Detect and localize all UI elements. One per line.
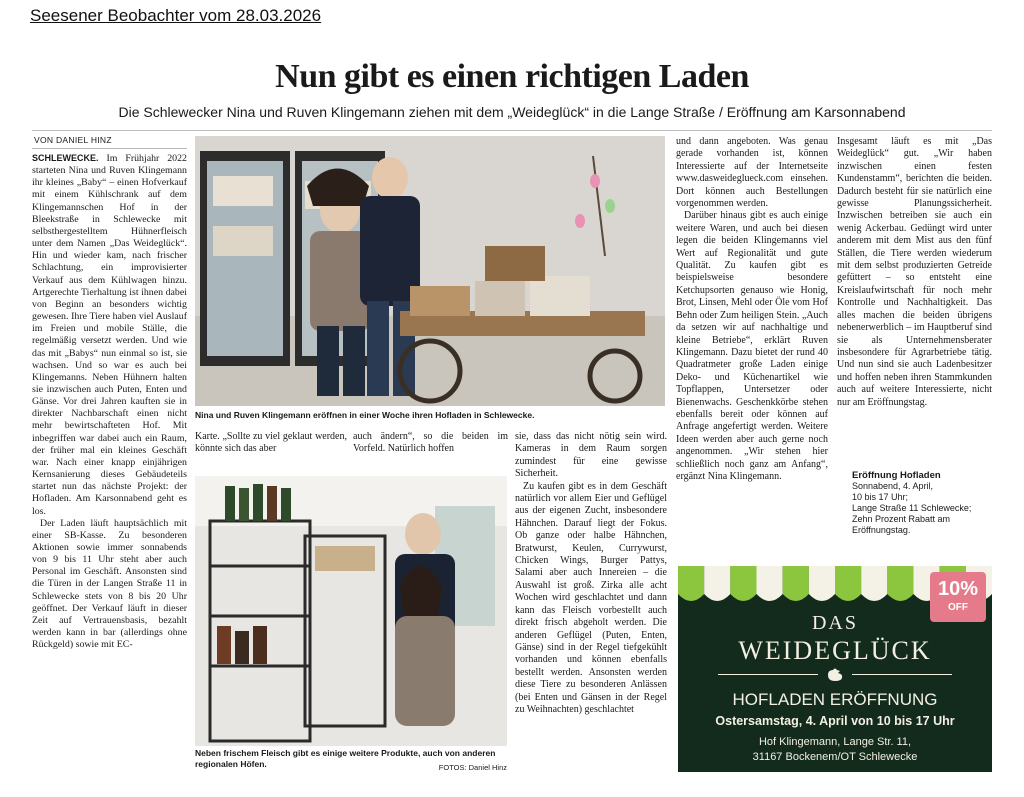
awning-stripe — [783, 566, 809, 601]
awning-stripe — [809, 566, 835, 601]
newspaper-source-date: Seesener Beobachter vom 28.03.2026 — [30, 6, 322, 25]
photo-credit: FOTOS: Daniel Hinz — [438, 763, 507, 772]
paragraph: Der Laden läuft hauptsächlich mit einer SB-Kasse. Zu besonderen Aktionen sowie immer sonnabends von 9 bis 11 Uhr steht aber auch Personal im Geschäft. Ansonsten sind die Türen in der Langen Straße 11 in Schlewecke stets von 8 bis 20 Uhr geöffnet. Der Verkauf läuft in dieser Zeit auf Vertrauensbasis, bezahlt werden kann in bar (allerdings ohne Rückgeld) sowie mit EC- — [32, 517, 187, 651]
info-box-line: Zehn Prozent Rabatt am — [852, 514, 951, 524]
byline-divider — [32, 148, 187, 149]
awning-stripe — [704, 566, 730, 601]
awning-stripe — [730, 566, 756, 601]
article-column-1 — [32, 152, 187, 778]
ad-brand-line-2: WEIDEGLÜCK — [738, 636, 932, 665]
photo-caption-2: Neben frischem Fleisch gibt es einige weitere Produkte, auch von anderen regionalen Höfen. — [195, 748, 496, 769]
article-column-4 — [515, 431, 667, 776]
ad-date-line: Ostersamstag, 4. April von 10 bis 17 Uhr — [715, 714, 955, 728]
awning-stripe — [861, 566, 887, 601]
article-column-5 — [676, 136, 828, 546]
advertisement-weideglueck — [678, 566, 992, 772]
discount-value: 10% — [937, 578, 979, 600]
article-headline: Nun gibt es einen richtigen Laden — [275, 58, 749, 95]
opening-info-box — [852, 470, 992, 536]
photo-caption-1: Nina und Ruven Klingemann eröffnen in einer Woche ihren Hofladen in Schlewecke. — [195, 410, 535, 420]
info-box-line: 10 bis 17 Uhr; — [852, 492, 909, 502]
paragraph: Darüber hinaus gibt es auch einige weitere Waren, und auch bei diesen legen die beiden Klingemanns viel Wert auf Regionalität und gute Qualität. Zu kaufen gibt es beispielsweise besondere Ketchupsorten genauso wie Honig, Brot, Linsen, Mehl oder Öle vom Hof Behn oder Zum heiligen Stein. „Auch da setzen wir auf nachhaltige und kleine Betriebe“, erklärt Ruven Klingemann. Dazu bietet der rund 40 Quadratmeter große Laden einige Deko- und Küchenartikel wie Topflappen, Untersetzer oder Bienenwachs. Geschenkkörbe stehen ebenfalls bereit oder können auf Anfrage angefertigt werden. Weitere Ideen werden aber auch gerne noch angenommen. „Wir stehen hier schließlich noch ganz am Anfang“, ergänzt Nina Klingemann. — [676, 210, 828, 482]
ad-brand-underline — [718, 674, 818, 675]
discount-label: OFF — [948, 602, 968, 613]
awning-stripe — [835, 566, 861, 601]
article-subheadline: Die Schlewecker Nina und Ruven Klingemann ziehen mit dem „Weideglück“ in die Lange Straße / Eröffnung am Karsonnabend — [118, 104, 906, 120]
ad-address-line-1: Hof Klingemann, Lange Str. 11, — [758, 736, 912, 748]
paragraph: Zu kaufen gibt es in dem Geschäft natürlich vor allem Eier und Geflügel aus der eigenen Zucht, insbesondere Hähnchen. Darauf liegt der Fokus. Ob ganze oder halbe Hähnchen, Bratwurst, Keulen, Currywurst, Chicken Wings, Burger Pattys, Salami aber auch Innereien – die Auswahl ist groß. Zirka alle acht Wochen wird geschlachtet und dann kann das Fleisch vorbestellt auch direkt frisch abgeholt werden. Die anderen Geflügel (Puten, Enten, Gänse) sind in der Regel tiefgekühlt vorhanden und können ebenfalls bestellt werden. Ansonsten werden diese Tiere zu besonderen Anlässen (bei Enten und Gänsen in der Regel zu Weihnachten) geschlachtet — [515, 480, 667, 715]
ad-headline: HOFLADEN ERÖFFNUNG — [732, 690, 938, 709]
info-box-line: Sonnabend, 4. April, — [852, 481, 934, 491]
paragraph: und dann angeboten. Was genau gerade vorhanden ist, können Interessierte auf der Internetseite www.dasweideglueck.com einsehen. Dort können auch Bestellungen vorgenommen werden. — [676, 136, 828, 210]
byline: VON DANIEL HINZ — [34, 135, 112, 145]
awning-stripe — [887, 566, 913, 601]
paragraph: Im Frühjahr 2022 starteten Nina und Ruven Klingemann ihr kleines „Baby“ – einen Hofverkauf mit einem Kühlschrank auf dem Klingemannschen Hof in der Bleekstraße in Schlewecke mit selbsthergestelltem Hühnerfleisch unter dem Namen „Das Weideglück“. Hin und wieder kam, nach frischer Schlachtung, ein improvisierter Verkauf aus dem Kühlwagen hinzu. Artgerechte Tierhaltung ist ihnen dabei von Beginn an besonders wichtig gewesen. Ihre Tiere haben viel Auslauf im Freien und mobile Ställe, die regelmäßig versetzt werden. Und wie das mit „Babys“ nun einmal so ist, sie wachsen. Und so war es auch bei Klingemanns. Neben Hühnern halten sie inzwischen auch Puten, Enten und Gänse. Vor drei Jahren kauften sie in direkter Nachbarschaft einen nicht mehr bewirtschafteten Hof. Mit inbegriffen war dabei auch ein Raum, der früher mal ein kleines Geschäft war. Nach einer knapp einjährigen Kernsanierung dieses Gebäudeteils startet nun das nächste Projekt: der Hofladen. Am Karsonnabend geht es los. — [32, 153, 187, 517]
ad-address-line-2: 31167 Bockenem/OT Schlewecke — [752, 751, 918, 763]
ad-brand-line-1: DAS — [811, 612, 858, 634]
header-divider — [32, 130, 992, 131]
paragraph: sie, dass das nicht nötig sein wird. Kameras in dem Raum sorgen zumindest für eine gewisse Sicherheit. — [515, 431, 667, 480]
article-column-3: auch ändern“, so die beiden im Vorfeld. Natürlich hoffen — [353, 431, 508, 455]
photo-shop-owners — [195, 136, 665, 406]
article-column-6 — [837, 136, 992, 461]
info-box-title: Eröffnung Hofladen — [852, 470, 941, 481]
dateline-place: SCHLEWECKE. — [32, 153, 99, 163]
chicken-icon — [825, 666, 845, 682]
awning-stripe — [757, 566, 783, 601]
ad-brand-underline — [852, 674, 952, 675]
paragraph: Insgesamt läuft es mit „Das Weideglück“ gut. „Wir haben inzwischen einen festen Kundenstamm“, berichten die beiden. Dadurch besteht für sie natürlich eine gewisse Planungssicherheit. Inzwischen betreiben sie auch ein wenig Ackerbau. Gedüngt wird unter anderem mit dem Mist aus den fünf Ställen, die Tiere werden wiederum mit dem selbst produzierten Getreide gefüttert – so entsteht eine Kreislaufwirtschaft für noch mehr Kontrolle und Nachhaltigkeit. Das alles machen die beiden übrigens nebenerwerblich – im Hauptberuf sind sie als Unternehmensberater insbesondere für Agrarbetriebe tätig. Und nun sind sie auch Ladenbesitzer und hoffen neben ihren Stammkunden auch auf weitere Interessierte, nicht nur am Eröffnungstag. — [837, 136, 992, 408]
photo-shop-shelves — [195, 476, 507, 746]
article-column-2: Karte. „Sollte zu viel geklaut werden, könnte sich das aber — [195, 431, 347, 455]
awning-stripe — [678, 566, 704, 601]
info-box-line: Lange Straße 11 Schlewecke; — [852, 503, 972, 513]
info-box-line: Eröffnungstag. — [852, 525, 911, 535]
